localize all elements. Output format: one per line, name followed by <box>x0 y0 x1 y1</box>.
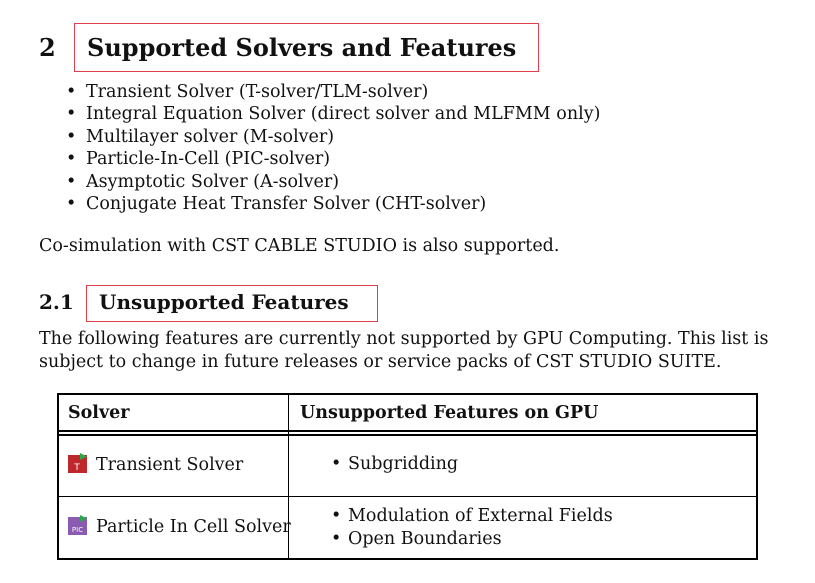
svg-text:T: T <box>74 463 80 473</box>
subsection-number: 2.1 <box>39 290 74 314</box>
list-item: • Conjugate Heat Transfer Solver (CHT-solver) <box>66 193 487 214</box>
list-item: • Transient Solver (T-solver/TLM-solver) <box>66 82 429 102</box>
unsupported-features-table <box>57 393 758 560</box>
cosimulation-note: Co-simulation with CST CABLE STUDIO is also supported. <box>39 236 560 256</box>
list-item: • Integral Equation Solver (direct solver and MLFMM only) <box>66 104 601 125</box>
pic-solver-icon <box>68 515 88 535</box>
table-rule-row <box>57 496 758 497</box>
table-rule-bottom <box>57 558 758 560</box>
table-rule-header-2 <box>57 434 758 436</box>
table-rule-left <box>57 393 59 560</box>
svg-text:PIC: PIC <box>71 526 84 534</box>
table-row-transient-solver: T Transient Solver <box>68 453 243 475</box>
table-row-pic-solver: PIC Particle In Cell Solver <box>68 515 291 537</box>
section-title: Supported Solvers and Features <box>87 33 517 62</box>
list-item: • Asymptotic Solver (A-solver) <box>66 171 340 192</box>
pic-unsupported-list <box>331 505 613 550</box>
table-rule-right <box>756 393 758 560</box>
list-item: • Particle-In-Cell (PIC-solver) <box>66 149 331 170</box>
table-header-solver: Solver <box>68 403 130 423</box>
list-item: • Modulation of External Fields <box>331 506 613 526</box>
supported-solvers-list <box>66 81 600 215</box>
transient-unsupported-list <box>331 453 458 476</box>
transient-solver-icon <box>68 453 88 473</box>
list-item: • Open Boundaries <box>331 528 502 549</box>
table-header-features: Unsupported Features on GPU <box>300 403 599 423</box>
subsection-title: Unsupported Features <box>99 290 349 314</box>
table-rule-header-1 <box>57 430 758 432</box>
subsection-intro: The following features are currently not supported by GPU Computing. This list is subject to change in future releases or service packs of CST STUDIO SUITE. <box>39 329 769 372</box>
list-item: • Subgridding <box>331 454 459 474</box>
section-number: 2 <box>39 33 56 62</box>
table-rule-top <box>57 393 758 395</box>
list-item: • Multilayer solver (M-solver) <box>66 126 335 147</box>
